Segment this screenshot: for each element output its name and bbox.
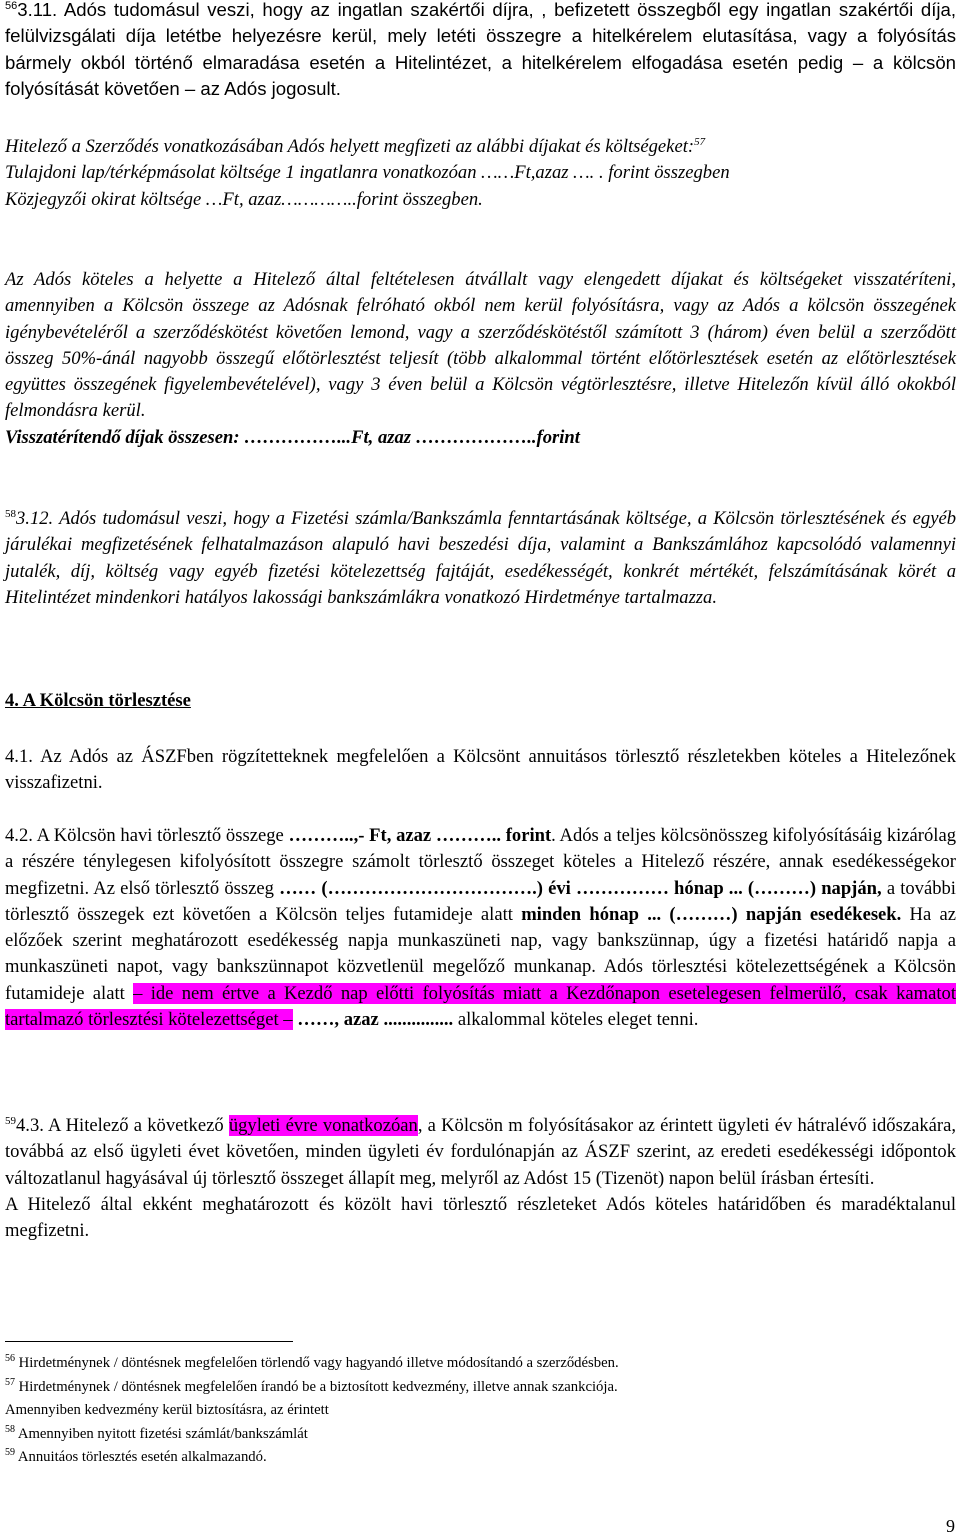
fees-line-notary: Közjegyzői okirat költsége (5, 188, 202, 210)
section-number: 3.11. (17, 0, 58, 20)
footnote-text: Amennyiben kedvezmény kerül biztosításra, az érintett (5, 1402, 329, 1418)
section-4-3-text: , a Kölcsön m folyósításakor az érintett ügyleti év hátralévő időszakára, továbbá az első ügyleti évet követően, minden ügyleti év fordulónapján az ÁSZF szerint, az eredeti esedékességi időpontok változatlanul hagyásával új törlesztő összeget állapít meg, melyről az Adóst 15 (Tizenöt) napon belül írásban értesíti. (5, 1115, 956, 1189)
footnote-item (5, 1376, 955, 1400)
section-4-1 (5, 744, 956, 797)
highlighted-exclusion: – ide nem értve a Kezdő nap előtti folyósítás miatt a Kezdőnapon esetelegesen felmerülő, csak kamatot tartalmazó törlesztési kötelezettséget – (5, 982, 956, 1031)
footnote-item (5, 1352, 955, 1376)
section-4-3 (5, 1113, 956, 1244)
section-4-2-lead: 4.2. A Kölcsön havi törlesztő összege (5, 825, 284, 846)
footnote-text: Hirdetménynek / döntésnek megfelelően írandó be a biztosított kedvezmény, illetve annak szankciója. (18, 1378, 618, 1395)
footnote-number: 58 (5, 1423, 15, 1435)
fees-paragraph (5, 134, 956, 213)
highlighted-business-year: ügyleti évre vonatkozóan (228, 1115, 418, 1136)
section-4-2-text-2: a további törlesztő összegek ezt követően a Kölcsön teljes futamideje alatt (5, 877, 956, 925)
footnote-item (5, 1399, 955, 1423)
section-4-3-closing: A Hitelező által ekként meghatározott és közölt havi törlesztő részleteket Adós köteles határidőben és maradéktalanul megfizetni. (5, 1193, 956, 1242)
footnote-ref-58: 58 (5, 507, 16, 520)
footnote-number: 59 (5, 1447, 15, 1459)
section-3-12 (5, 506, 956, 611)
page-number: 9 (946, 1516, 955, 1536)
section-3-11 (5, 0, 956, 102)
footnote-ref-59: 59 (5, 1114, 16, 1127)
section-4-heading: 4. A Kölcsön törlesztése (5, 690, 191, 711)
footnote-number: 57 (5, 1376, 15, 1388)
footnote-divider (5, 1341, 293, 1342)
footnote-text: Annuitáos törlesztés esetén alkalmazandó. (17, 1449, 267, 1465)
fees-intro: Hitelező a Szerződés vonatkozásában Adós helyett megfizeti az alábbi díjakat és költségeket: (5, 136, 695, 157)
footnotes (5, 1352, 955, 1470)
section-3-12-text: Adós tudomásul veszi, hogy a Fizetési számla/Bankszámla fenntartásának költsége, a Kölcsön törlesztésének és egyéb járulékai megfizetésének felhatalmazáson alapuló havi beszedési díja, valamint a Bankszámlához kapcsolódó valamennyi jutalék, díj, költség vagy egyéb fizetési kötelezettség fajtáját, esedékességét, konkrét mértékét, felszámításának körét a Hitelintézet mindenkori hatályos lakossági bankszámlákra vonatkozó Hirdetménye tartalmazza. (5, 508, 957, 608)
section-number: 3.12. (16, 508, 54, 529)
section-4-1-text: 4.1. Az Adós az ÁSZFben rögzítetteknek megfelelően a Kölcsönt annuitásos törlesztő részletekben köteles a Hitelezőnek visszafizetni. (5, 746, 956, 794)
section-3-11-text: Adós tudomásul veszi, hogy az ingatlan szakértői díjra, , befizetett összegből egy ingatlan szakértői díja, felülvizsgálati díja letétbe helyezésre kerül, mely letéti összegre a hitelkérelem elutasítása, vagy a folyósítás bármely okból történő elmaradása esetén a Hitelintézet, a hitelkérelem elfogadása esetén pedig – a kölcsön folyósítását követően – az Adós jogosult. (5, 0, 956, 99)
fees-line-notary-amount: …Ft, azaz…………..forint összegben. (205, 188, 483, 210)
fees-line-title-deed: Tulajdoni lap/térképmásolat költsége 1 ingatlanra vonatkozóan ……Ft,azaz …. . forint összegben (5, 162, 730, 184)
footnote-text: Hirdetménynek / döntésnek megfelelően törlendő vagy hagyandó illetve módosítandó a szerződésben. (18, 1355, 619, 1371)
section-4-2-text-4: alkalommal köteles eleget tenni. (457, 1009, 699, 1031)
refund-paragraph (5, 267, 956, 451)
installment-count-blank: ……, azaz ............... (297, 1009, 454, 1031)
first-installment-date-blank: …… (…………………………….) évi …………… hónap ... (………) napján, (279, 877, 882, 899)
section-4-2-text-3: Ha az előzőek szerint meghatározott esedékesség napja munkaszüneti nap, vagy bankszünnap, úgy a fizetési határidő napja a munkaszüneti napot, vagy bankszünnapot közvetlenül megelőző munkanap. Adós törlesztési kötelezettségének a Kölcsön futamideje alatt (5, 903, 956, 1004)
footnote-ref-57: 57 (694, 135, 706, 148)
due-day-blank: minden hónap ... (………) napján esedékesek. (521, 903, 902, 925)
footnote-number: 56 (5, 1353, 15, 1365)
refund-text: Az Adós köteles a helyette a Hitelező által feltételesen átvállalt vagy elengedett díjakat és költségeket visszatéríteni, amennyiben a Kölcsön összege az Adósnak felróható okból nem kerül folyósításra, vagy az Adós a kölcsön összegének igénybevételéről a szerződéskötést követően lemond, vagy a szerződéskötéstől számított 3 (három) éven belül a szerződött összeg 50%-ánál nagyobb összegű előtörlesztést teljesít (több alkalommal történt előtörlesztések esetén az előtörlesztések együttes összegének figyelembevételével), vagy 3 éven belül a Kölcsön végtörlesztésre, illetve Hitelezőn kívül álló okokból felmondásra kerül. (5, 269, 956, 422)
section-4-2 (5, 823, 956, 1033)
section-4-2-text-1: . Adós a teljes kölcsönösszeg kifolyósításáig kizárólag a részére ténylegesen kifolyósított összegre számolt törlesztő összeget köteles a Hitelező részére, annak esedékességekor megfizetni. Az első törlesztő összeg (5, 825, 957, 899)
footnote-item (5, 1446, 955, 1470)
footnote-ref-56: 56 (5, 0, 18, 12)
section-4-3-lead: 4.3. A Hitelező a következő (16, 1115, 224, 1136)
monthly-installment-blank: ………..,- Ft, azaz ……….. forint (288, 825, 552, 846)
footnote-text: Amennyiben nyitott fizetési számlát/bankszámlát (17, 1425, 308, 1442)
refund-total: Visszatérítendő díjak összesen: ……………...Ft, azaz ………………..forint (5, 426, 580, 448)
footnote-item (5, 1423, 955, 1447)
